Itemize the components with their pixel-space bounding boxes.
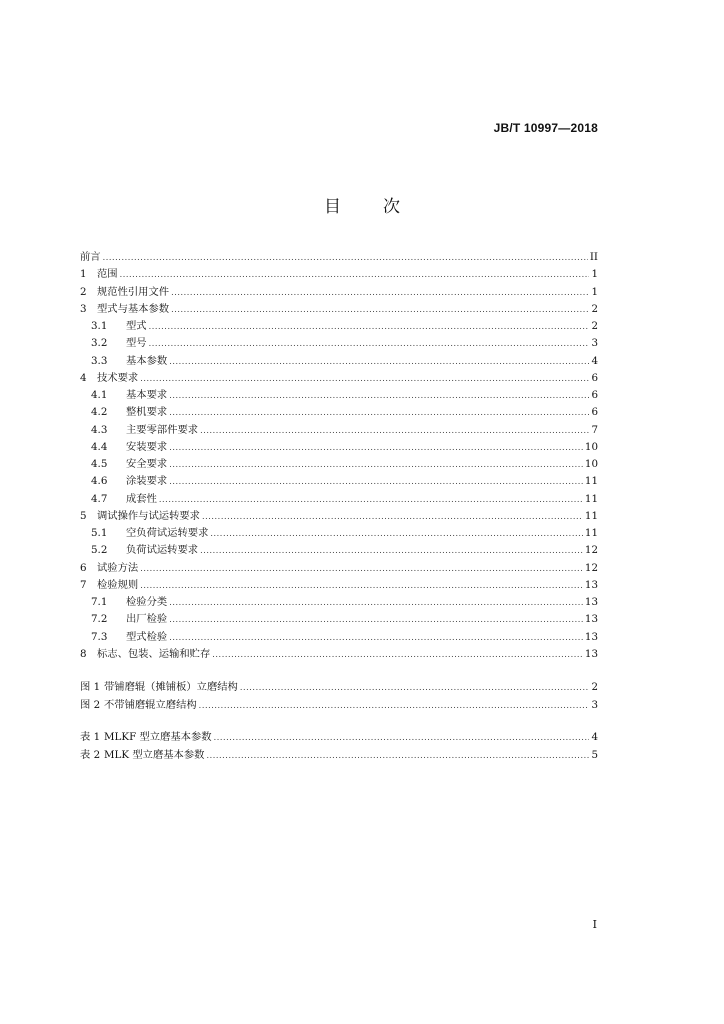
toc-entry-page: II [589,251,598,263]
toc-entry[interactable] [80,646,598,663]
toc-entry[interactable] [80,301,598,318]
toc-entry[interactable] [80,729,598,746]
toc-entry-page: 1 [591,268,598,281]
toc-title-char-1: 目 [324,197,341,217]
toc-entry-label: 基本参数 [126,354,168,367]
toc-entry-label: MLK 型立磨基本参数 [104,748,205,761]
toc-entry[interactable] [80,284,598,301]
toc-entry-number: 6 [80,561,87,574]
toc-dot-leader [169,611,583,628]
toc-dot-leader [159,491,583,508]
toc-entry[interactable] [80,697,598,714]
toc-dot-leader [200,422,589,439]
toc-entry-label: MLKF 型立磨基本参数 [104,731,212,743]
toc-dot-leader [169,439,583,456]
toc-entry-number: 3.2 [91,337,108,350]
toc-entry-page: 13 [584,596,598,608]
toc-entry[interactable] [80,473,598,490]
toc-entry-page: 5 [591,748,598,761]
toc-dot-leader [140,560,583,577]
toc-entry-page: 10 [584,458,598,470]
toc-dot-leader [212,646,583,663]
toc-dot-leader [149,335,590,352]
toc-entry[interactable] [80,422,598,439]
toc-entry-number: 表 2 [80,748,101,761]
toc-entry-page: 12 [584,544,598,557]
toc-entry[interactable] [80,577,598,594]
toc-entry-label: 主要零部件要求 [126,423,199,436]
toc-title [0,192,724,217]
toc-entry-label: 范围 [97,268,118,281]
toc-dot-leader [149,318,590,335]
toc-entry-page: 2 [591,302,598,315]
toc-entry-number: 5 [80,509,87,522]
toc-entry[interactable] [80,508,598,525]
toc-dot-leader [171,301,589,318]
toc-entry-label: 整机要求 [126,406,168,419]
toc-dot-leader [120,266,590,283]
toc-dot-leader [199,697,590,714]
toc-entry-page: 10 [584,440,598,453]
toc-dot-leader [140,370,589,387]
toc-entry-page: 11 [584,509,598,522]
toc-entry-number: 3.3 [91,354,108,367]
toc-entry-page: 2 [591,320,598,332]
toc-entry-number: 4.3 [91,423,108,436]
toc-entry-label: 不带铺磨辊立磨结构 [104,698,197,711]
toc-entry-number: 图 1 [80,681,101,693]
toc-entry[interactable] [80,318,598,335]
toc-dot-leader [169,594,583,611]
toc-entry-label: 基本要求 [126,389,168,401]
page-number: I [592,918,597,931]
toc-entry-number: 4.4 [91,440,108,453]
toc-dot-leader [171,284,589,301]
toc-dot-leader [214,729,590,746]
document-code: JB/T 10997—2018 [493,121,598,135]
toc-entry[interactable] [80,542,598,559]
toc-entry-label: 型式与基本参数 [97,302,170,315]
toc-entry-page: 2 [591,681,598,693]
toc-entry-number: 4.6 [91,475,108,488]
toc-entry[interactable] [80,353,598,370]
toc-entry-page: 12 [584,561,598,574]
toc-dot-leader [140,577,583,594]
toc-entry-number: 7.1 [91,596,108,608]
toc-entry-number: 3 [80,302,87,315]
toc-entry-number: 8 [80,647,87,660]
toc-dot-leader [200,542,583,559]
toc-entry-page: 4 [591,354,598,367]
toc-entry-number: 4.2 [91,406,108,419]
toc-entry[interactable] [80,594,598,611]
toc-entry-page: 6 [591,389,598,401]
toc-entry-number: 7.2 [91,613,108,626]
toc-entry[interactable] [80,747,598,764]
toc-dot-leader [169,387,589,404]
toc-dot-leader [169,404,589,421]
toc-dot-leader [169,456,583,473]
toc-entry[interactable] [80,491,598,508]
toc-entry-label: 带铺磨辊（摊铺板）立磨结构 [104,681,238,693]
toc-entry-page: 1 [591,285,598,298]
toc-dot-leader [206,747,589,764]
toc-entry[interactable] [80,525,598,542]
toc-entry-label: 涂装要求 [126,475,168,488]
toc-entry-label: 标志、包装、运输和贮存 [97,647,211,660]
toc-entry-label: 空负荷试运转要求 [126,527,209,539]
toc-entry[interactable] [80,370,598,387]
toc-dot-leader [169,629,583,646]
toc-entry-page: 13 [584,613,598,626]
toc-entry-label: 型号 [126,337,147,350]
toc-entry[interactable] [80,387,598,404]
toc-entry-number: 1 [80,268,87,281]
toc-entry-page: 13 [584,578,598,591]
toc-entry-page: 6 [591,371,598,384]
toc-entry[interactable] [80,439,598,456]
toc-entry-number: 3.1 [91,320,108,332]
toc-entry-number: 2 [80,285,87,298]
toc-entry-number: 图 2 [80,698,101,711]
toc-entry-label: 规范性引用文件 [97,285,170,298]
toc-entry-page: 7 [591,423,598,436]
toc-entry[interactable] [80,456,598,473]
toc-entry[interactable] [80,335,598,352]
toc-entry-number: 4.1 [91,389,108,401]
toc-title-char-2: 次 [383,197,400,217]
toc-entry-label: 试验方法 [97,561,139,574]
toc-entry[interactable] [80,404,598,421]
toc-entry[interactable] [80,679,598,696]
toc-entry-page: 11 [584,527,598,539]
toc-entry-page: 11 [584,475,598,488]
toc-entry-page: 3 [591,698,598,711]
toc-entry-label: 调试操作与试运转要求 [97,509,200,522]
toc-entry-label: 成套性 [126,492,157,505]
toc-entry[interactable] [80,629,598,646]
toc-entry-label: 安装要求 [126,440,168,453]
toc-entry-label: 安全要求 [126,458,168,470]
toc-entry-number: 7.3 [91,630,108,643]
toc-entry-label: 负荷试运转要求 [126,544,199,557]
toc-entry-page: 11 [584,492,598,505]
toc-entry-label: 技术要求 [97,371,139,384]
toc-entry-number: 5.2 [91,544,108,557]
toc-entry-label: 型式检验 [126,630,168,643]
toc-dot-leader [202,508,583,525]
toc-dot-leader [210,525,583,542]
toc-entry-label: 出厂检验 [126,613,168,626]
toc-entry-page: 3 [591,337,598,350]
toc-entry[interactable] [80,611,598,628]
toc-entry-page: 13 [584,647,598,660]
toc-dot-leader [169,353,589,370]
toc-entry-number: 5.1 [91,527,108,539]
toc-entry-number: 表 1 [80,731,101,743]
toc-entry-label: 检验分类 [126,596,168,608]
toc-entry-page: 4 [591,731,598,743]
toc-entry-page: 13 [584,630,598,643]
toc-entry-label: 前言 [80,251,101,263]
toc-entry-label: 检验规则 [97,578,139,591]
toc-entry-number: 7 [80,578,87,591]
toc-entry[interactable] [80,249,598,266]
toc-entry[interactable] [80,560,598,577]
toc-entry[interactable] [80,266,598,283]
toc-entry-number: 4.5 [91,458,108,470]
toc-dot-leader [169,473,583,490]
toc-entry-label: 型式 [126,320,147,332]
toc-dot-leader [103,249,588,266]
toc-entry-page: 6 [591,406,598,419]
toc-entry-number: 4 [80,371,87,384]
toc-dot-leader [240,679,590,696]
toc-entry-number: 4.7 [91,492,108,505]
